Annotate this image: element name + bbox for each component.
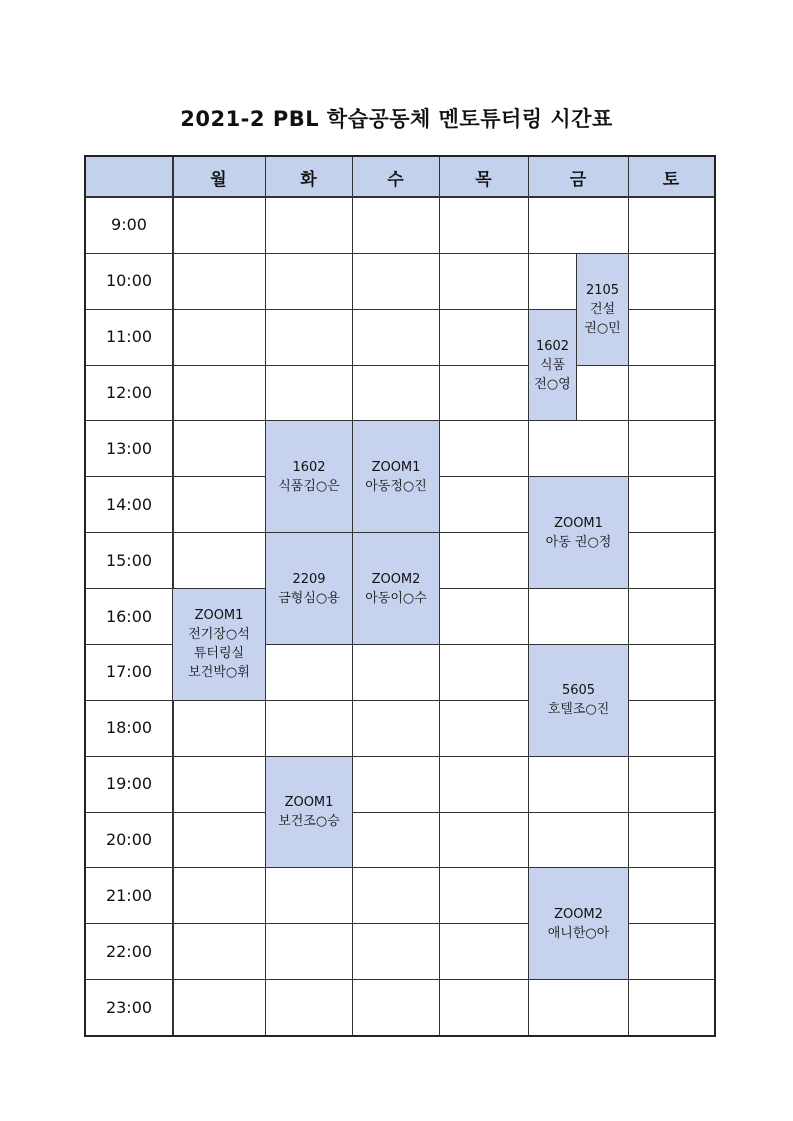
session-text: 2105: [585, 282, 620, 298]
timetable: [84, 155, 716, 1037]
session-text: 호텔조○진: [547, 702, 610, 718]
time-label: 19:00: [105, 774, 153, 794]
time-label: 20:00: [105, 829, 153, 849]
session-text: 식품김○은: [278, 478, 340, 494]
session-text: 1602: [292, 459, 326, 475]
session-text: 튜터링실: [193, 646, 245, 662]
session-text: 전기장○석: [188, 627, 250, 643]
session-text: ZOOM2: [554, 906, 603, 922]
day-header: 수: [387, 169, 404, 190]
session-text: 2209: [292, 571, 326, 587]
session-text: 1602: [535, 338, 570, 354]
session-block: [172, 588, 266, 701]
session-text: 건설: [589, 301, 616, 317]
session-block: [265, 532, 353, 645]
day-header: 월: [210, 169, 227, 190]
session-text: 식품: [539, 357, 566, 373]
day-header: 금: [569, 169, 587, 190]
day-header: 목: [475, 169, 492, 190]
session-text: 아동정○진: [365, 478, 427, 494]
session-block: [528, 867, 629, 980]
session-text: 보건박○휘: [188, 665, 250, 681]
session-text: 아동 권○정: [545, 534, 612, 550]
time-label: 22:00: [105, 941, 153, 961]
session-text: 애니한○아: [547, 925, 610, 941]
session-text: ZOOM2: [371, 571, 421, 587]
session-text: 권○민: [584, 320, 621, 336]
session-text: 보건조○승: [278, 814, 340, 830]
session-text: 5605: [561, 683, 596, 699]
session-block: [352, 532, 440, 645]
session-text: ZOOM1: [554, 515, 603, 531]
time-label: 17:00: [105, 662, 153, 682]
session-block: [528, 309, 577, 422]
time-label: 16:00: [105, 606, 153, 626]
page-title: 2021-2 PBL 학습공동체 멘토튜터링 시간표: [180, 107, 613, 131]
time-label: 14:00: [105, 494, 153, 514]
time-label: 11:00: [105, 327, 153, 347]
session-text: ZOOM1: [194, 608, 244, 624]
time-label: 21:00: [105, 885, 153, 905]
time-label: 9:00: [111, 215, 147, 235]
session-text: 아동이○수: [365, 590, 427, 606]
time-label: 15:00: [105, 550, 153, 570]
session-text: ZOOM1: [284, 795, 334, 811]
session-block: [528, 644, 629, 757]
time-label: 13:00: [105, 438, 153, 458]
grid-line-horizontal: [86, 812, 714, 813]
session-block: [352, 420, 440, 533]
session-text: 전○영: [534, 376, 571, 392]
session-block: [576, 253, 629, 366]
header-corner: [86, 157, 172, 197]
time-label: 18:00: [105, 718, 153, 738]
time-label: 12:00: [105, 383, 153, 403]
session-text: 금형심○용: [278, 590, 340, 606]
day-header: 화: [300, 169, 317, 190]
session-block: [265, 420, 353, 533]
session-text: ZOOM1: [371, 459, 421, 475]
day-header: 토: [662, 169, 680, 190]
time-label: 23:00: [105, 997, 153, 1017]
time-label: 10:00: [105, 271, 153, 291]
session-block: [528, 476, 629, 589]
session-block: [265, 756, 353, 869]
